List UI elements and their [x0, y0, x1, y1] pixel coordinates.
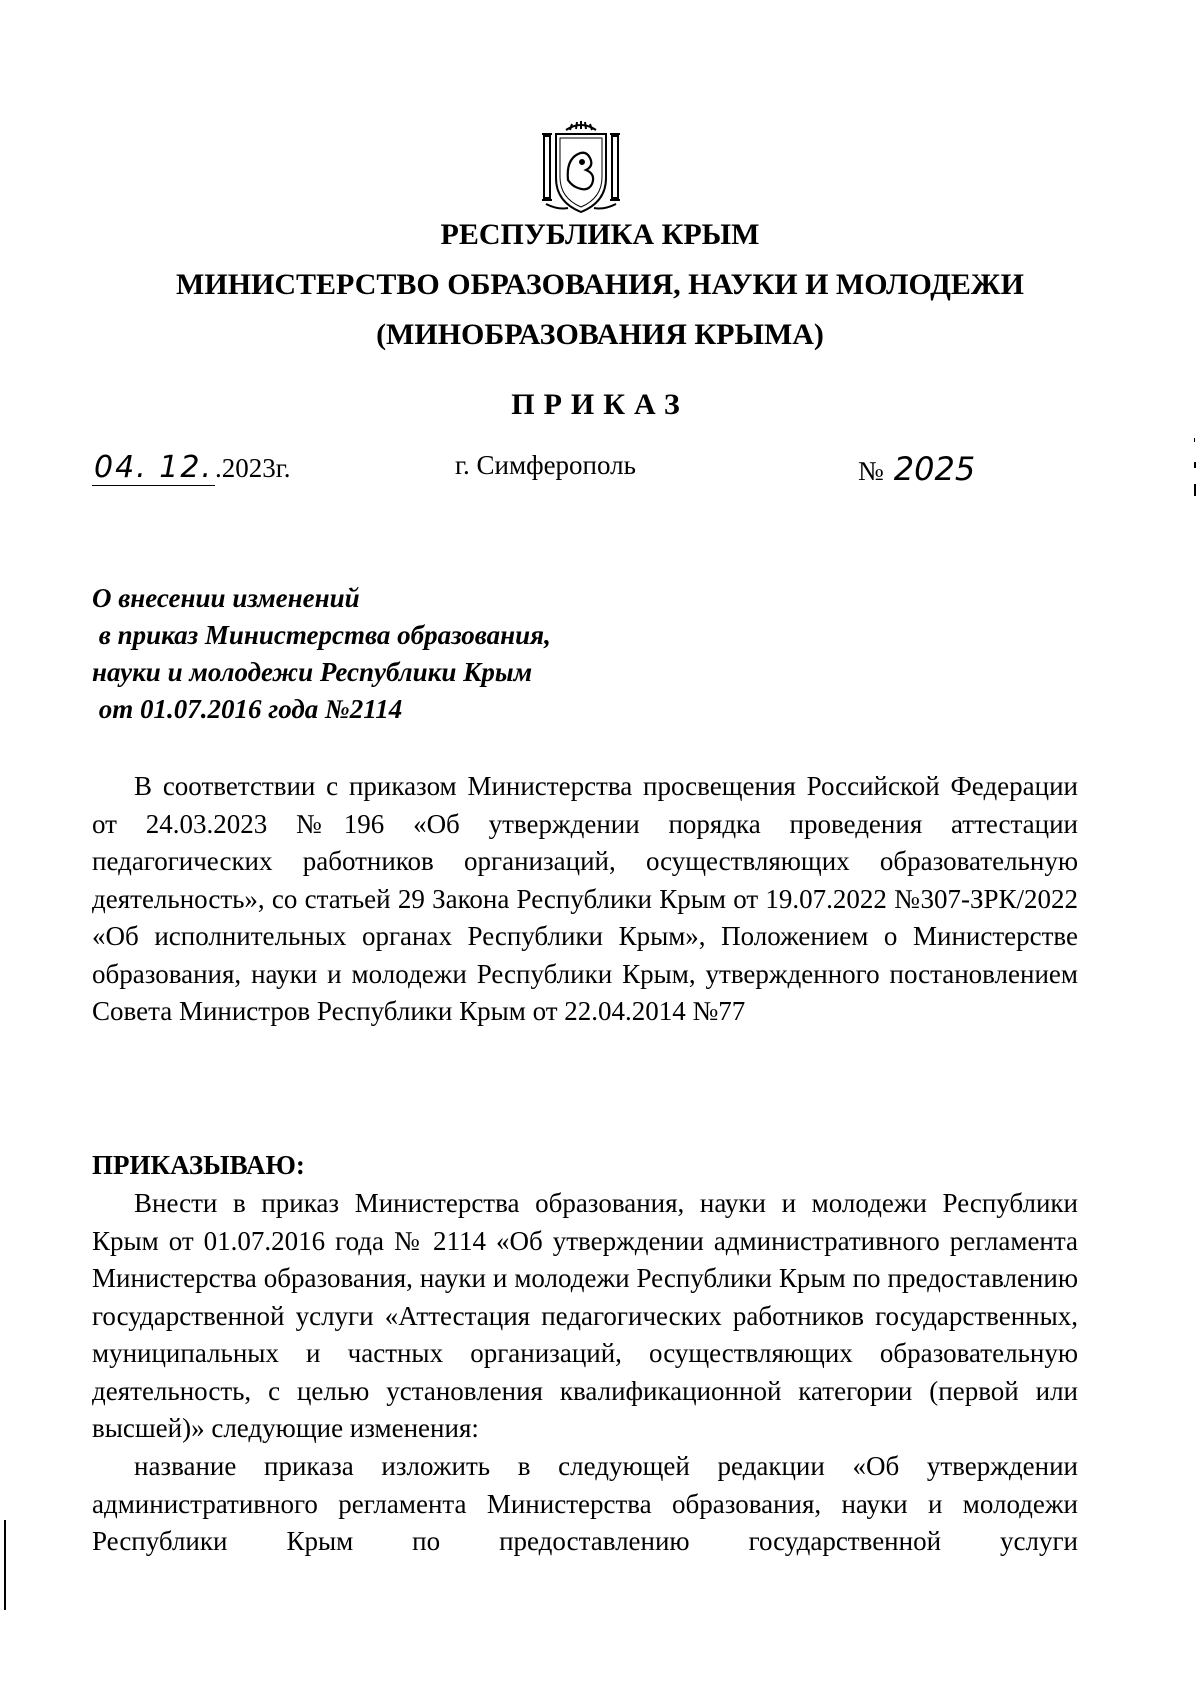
republic-title: РЕСПУБЛИКА КРЫМ — [440, 218, 760, 251]
subject-line: О внесении изменений — [92, 583, 360, 613]
number-label: № — [858, 456, 884, 486]
order-number — [858, 450, 975, 488]
subject-line: в приказ Министерства образования, — [92, 620, 551, 650]
handwritten-number: 2025 — [893, 450, 976, 488]
scan-edge-marks — [1192, 438, 1198, 498]
scan-edge-mark — [4, 1520, 6, 1610]
subject-line: науки и молодежи Республики Крым — [92, 657, 533, 687]
document-type: ПРИКАЗ — [511, 388, 689, 421]
crimea-coat-of-arms-icon — [538, 120, 624, 216]
ministry-title: МИНИСТЕРСТВО ОБРАЗОВАНИЯ, НАУКИ И МОЛОДЕЖИ — [176, 268, 1024, 301]
date-year: .2023г. — [214, 453, 291, 483]
ministry-short-title: (МИНОБРАЗОВАНИЯ КРЫМА) — [376, 318, 824, 351]
decree-heading: ПРИКАЗЫВАЮ: — [92, 1150, 305, 1180]
preamble-paragraph: В соответствии с приказом Министерства просвещения Российской Федерации от 24.03.2023 №196 «Об утверждении порядка проведения аттестации педагогических работников организаций, осуществляющих образовательную деятельность», со статьей 29 Закона Республики Крым от 19.07.2022 №307-ЗРК/2022 «Об исполнительных органах Республики Крым», Положением о Министерстве образования, науки и молодежи Республики Крым, утвержденного постановлением Совета Министров Республики Крым от 22.04.2014 №77 — [92, 771, 1078, 1026]
order-subject — [92, 580, 551, 728]
order-date — [92, 450, 291, 485]
handwritten-date: 04. 12. — [94, 450, 213, 485]
order-city: г. Симферополь — [455, 450, 636, 480]
subject-line: от 01.07.2016 года №2114 — [92, 694, 403, 724]
amendment-paragraph: название приказа изложить в следующей редакции «Об утверждении административного регламента Министерства образования, науки и молодежи Республики Крым по предоставлению государственной услуги — [92, 1451, 1078, 1556]
decree-paragraph: Внести в приказ Министерства образования, науки и молодежи Республики Крым от 01.07.2016 года № 2114 «Об утверждении административного регламента Министерства образования, науки и молодежи Республики Крым по предоставлению государственной услуги «Аттестация педагогических работников государственных, муниципальных и частных организаций, осуществляющих образовательную деятельность, с целью установления квалификационной категории (первой или высшей)» следующие изменения: — [92, 1188, 1078, 1443]
